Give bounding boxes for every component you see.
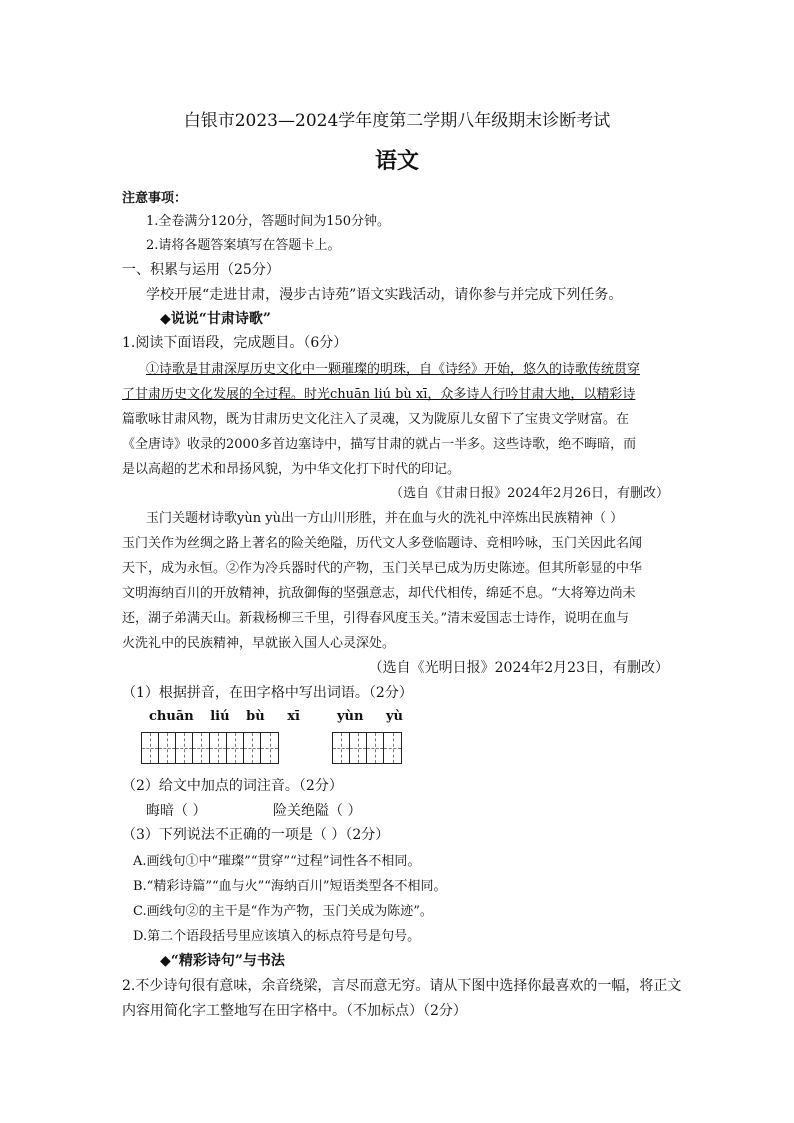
option-c: C.画线句②的主干是“作为产物，玉门关成为陈迹”。 [133, 904, 433, 919]
passage-1-line: 篇歌咏甘肃风物，既为甘肃历史文化注入了灵魂，又为陇原儿女留下了宝贵文学财富。在 [122, 412, 630, 427]
grid-cell[interactable] [350, 733, 367, 763]
passage-2-line: 玉门关题材诗歌yùn yù出一方山川形胜，并在血与火的洗礼中淬炼出民族精神（ ） [146, 511, 624, 526]
grid-cell[interactable] [176, 733, 193, 763]
option-a: A.画线句①中“璀璨”“贯穿”“过程”词性各不相同。 [133, 854, 421, 869]
word-note-1: 晦暗（ ） [146, 803, 207, 819]
option-d: D.第二个语段括号里应该填入的标点符号是句号。 [133, 929, 421, 944]
pinyin-row-1 [149, 709, 300, 724]
grid-cell[interactable] [367, 733, 384, 763]
passage-2-line: 文明海纳百川的开放精神，抗敌御侮的坚强意志，却代代相传，绵延不息。“大将筹边尚未 [122, 586, 636, 601]
source-2: （选自《光明日报》2024年2月23日，有删改） [368, 660, 669, 676]
passage-2-line: 天下，成为永恒。②作为冷兵器时代的产物，玉门关早已成为历史陈迹。但其所彰显的中华 [122, 561, 643, 576]
grid-cell[interactable] [210, 733, 227, 763]
tianzige-grid-1[interactable] [141, 732, 279, 764]
grid-cell[interactable] [159, 733, 176, 763]
question-2-line: 2.不少诗句很有意味，余音绕梁，言尽而意无穷。请从下图中选择你最喜欢的一幅，将正文 [122, 978, 682, 994]
passage-1-line: 是以高超的艺术和昂扬风貌，为中华文化打下时代的印记。 [122, 462, 461, 477]
grid-cell[interactable] [193, 733, 210, 763]
question-1-stem: 1.阅读下面语段，完成题目。（6分） [122, 335, 348, 351]
subsection-heading-1: ◆说说“甘肃诗歌” [160, 311, 271, 327]
grid-cell[interactable] [333, 733, 350, 763]
sub-question-3: （3）下列说法不正确的一项是（ ）（2分） [122, 827, 390, 843]
grid-cell[interactable] [384, 733, 401, 763]
sub-question-1: （1）根据拼音，在田字格中写出词语。（2分） [122, 685, 413, 701]
pinyin: bù [246, 709, 265, 724]
grid-cell[interactable] [227, 733, 244, 763]
pinyin: liú [210, 709, 230, 724]
note-item-1: 1.全卷满分120分，答题时间为150分钟。 [146, 214, 391, 229]
passage-2-line: 玉门关作为丝绸之路上著名的险关绝隘，历代文人多登临题诗、竞相吟咏，玉门关因此名闻 [122, 536, 643, 551]
note-item-2: 2.请将各题答案填写在答题卡上。 [146, 238, 341, 253]
subsection-heading-2: ◆“精彩诗句”与书法 [160, 953, 285, 969]
passage-2-line: 还，湖子弟满天山。新栽杨柳三千里，引得春风度玉关。”清末爱国志士诗作，说明在血与 [122, 611, 630, 626]
passage-1-line [122, 383, 635, 402]
pinyin: xī [287, 709, 300, 724]
grid-cell[interactable] [261, 733, 278, 763]
passage-1-line: ①诗歌是甘肃深厚历史文化中一颗璀璨的明珠，自《诗经》开始，悠久的诗歌传统贯穿 [146, 362, 641, 377]
section-intro: 学校开展“走进甘肃，漫步古诗苑”语文实践活动，请你参与并完成下列任务。 [146, 287, 623, 303]
pinyin: chuān [149, 709, 194, 724]
source-1: （选自《甘肃日报》2024年2月26日，有删改） [390, 486, 669, 501]
exam-title: 白银市2023—2024学年度第二学期八年级期末诊断考试 [183, 111, 611, 131]
word-note-2: 险关绝隘（ ） [273, 803, 362, 819]
grid-cell[interactable] [244, 733, 261, 763]
grid-cell[interactable] [142, 733, 159, 763]
notes-heading: 注意事项： [122, 191, 188, 206]
pinyin: yùn [337, 709, 364, 724]
subject-title: 语文 [374, 148, 419, 174]
passage-2-line: 火洗礼中的民族精神，早就嵌入国人心灵深处。 [122, 636, 396, 651]
section-heading: 一、积累与运用（25分） [122, 262, 280, 278]
pinyin-row-2 [337, 709, 403, 724]
option-b: B.“精彩诗篇”“血与火”“海纳百川”短语类型各不相同。 [133, 879, 447, 894]
question-2-line: 内容用简化字工整地写在田字格中。（不加标点）（2分） [122, 1003, 467, 1019]
pinyin: yù [386, 709, 404, 724]
underlined-sentence-1: 了甘肃历史文化发展的全过程。时光chuān liú bù xī，众多诗人行吟甘肃大地，以精彩诗 [122, 387, 636, 402]
sub-question-2: （2）给文中加点的词注音。（2分） [122, 778, 343, 794]
tianzige-grid-2[interactable] [332, 732, 402, 764]
passage-1-line: 《全唐诗》收录的2000多首边塞诗中，描写甘肃的就占一半多。这些诗歌，绝不晦暗，而 [122, 437, 637, 452]
